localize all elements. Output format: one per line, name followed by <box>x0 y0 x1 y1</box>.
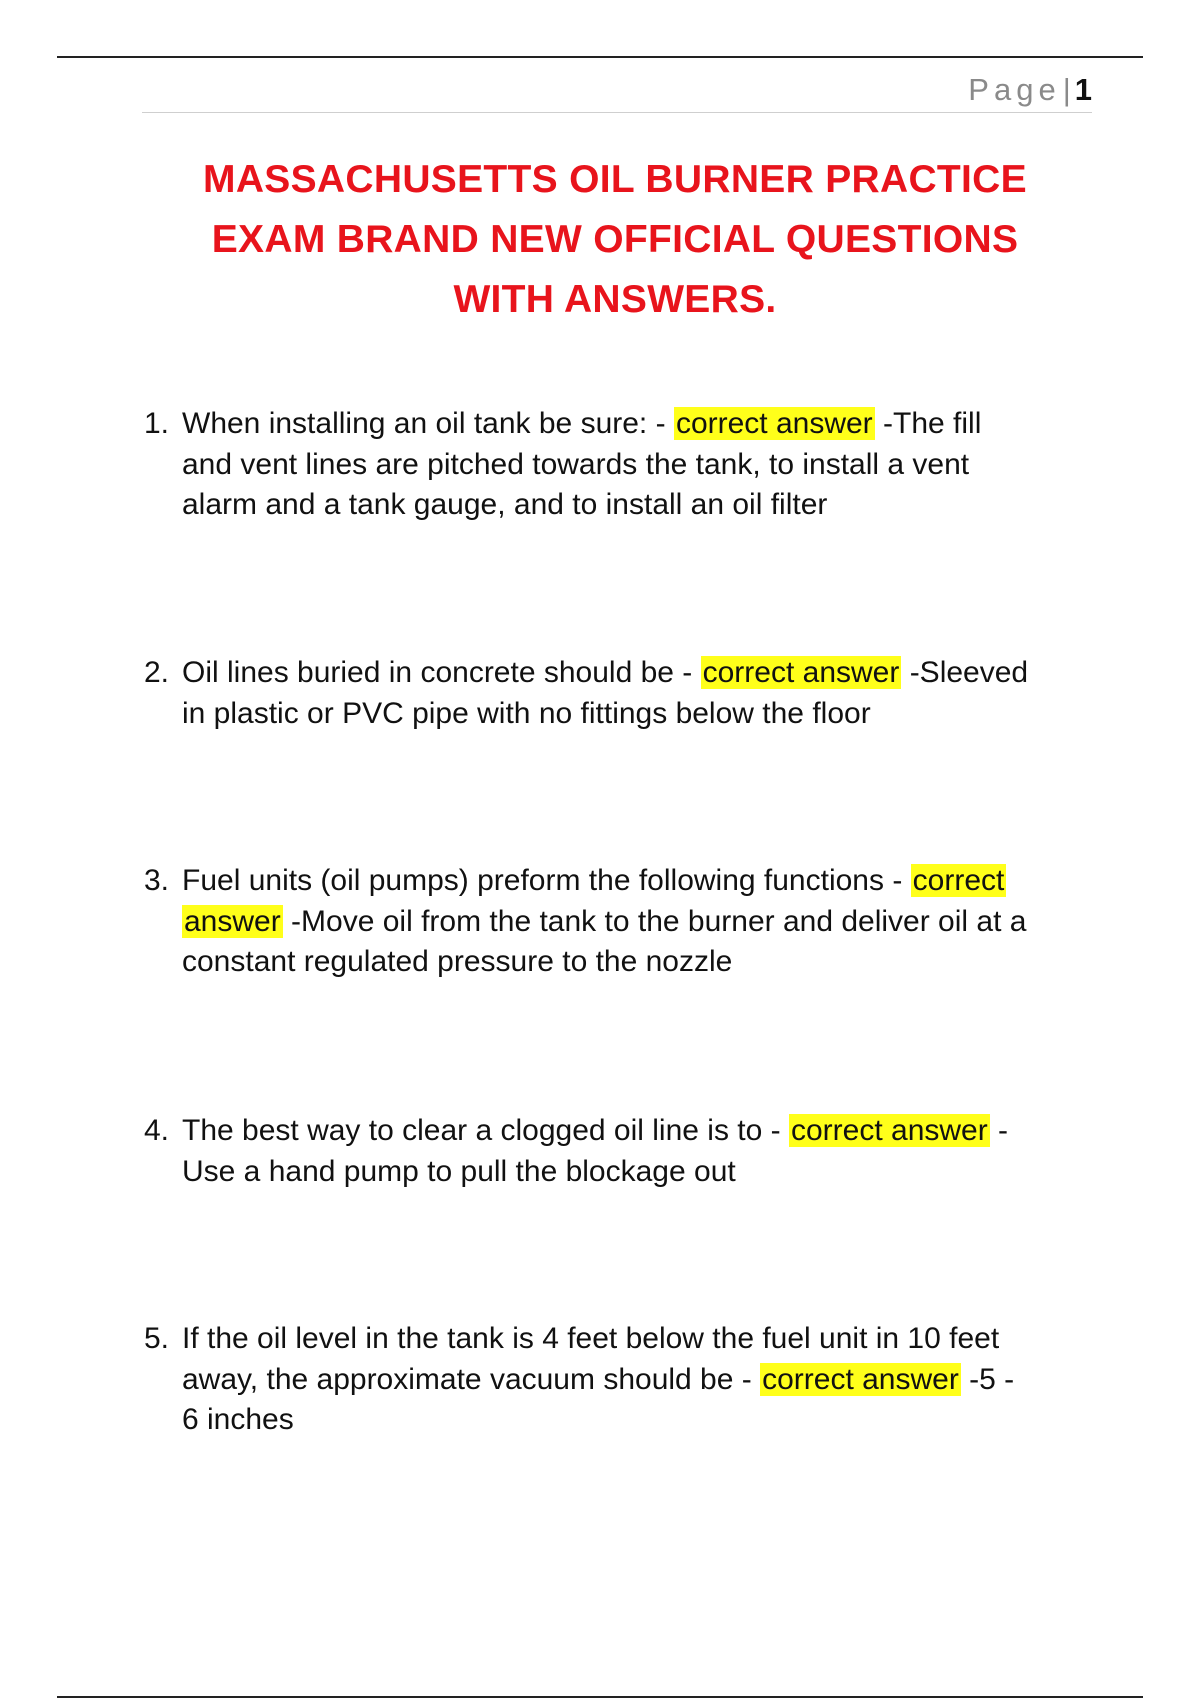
qa-text: Oil lines buried in concrete should be - <box>182 656 701 689</box>
top-rule <box>57 56 1143 58</box>
qa-line <box>144 902 1084 943</box>
qa-line <box>144 1319 1084 1360</box>
qa-item-4 <box>144 1111 1084 1192</box>
qa-text: constant regulated pressure to the nozzle <box>182 945 733 978</box>
title-line: WITH ANSWERS. <box>453 278 777 321</box>
qa-number: 1. <box>144 407 170 440</box>
qa-number: 4. <box>144 1114 170 1147</box>
qa-text: If the oil level in the tank is 4 feet below the fuel unit in 10 feet <box>182 1322 1000 1355</box>
title-line: MASSACHUSETTS OIL BURNER PRACTICE <box>203 158 1027 201</box>
qa-line <box>144 942 1084 983</box>
qa-line <box>144 861 1084 902</box>
title-line: EXAM BRAND NEW OFFICIAL QUESTIONS <box>211 218 1019 261</box>
qa-item-5 <box>144 1319 1084 1441</box>
bottom-rule <box>57 1696 1143 1698</box>
qa-text: 6 inches <box>182 1403 294 1436</box>
answer-highlight: correct answer <box>675 407 873 440</box>
qa-line <box>144 1111 1084 1152</box>
answer-highlight: answer <box>184 904 281 938</box>
qa-text: -The fill <box>874 407 982 440</box>
qa-item-3 <box>144 861 1084 983</box>
qa-text: in plastic or PVC pipe with no fittings below the floor <box>182 696 871 730</box>
qa-line <box>144 404 1084 445</box>
qa-item-2 <box>144 653 1084 734</box>
answer-highlight: correct answer <box>790 1114 988 1147</box>
qa-line <box>144 1360 1084 1401</box>
qa-text: -Move oil from the tank to the burner and deliver oil at a <box>282 904 1027 938</box>
qa-text: When installing an oil tank be sure: - <box>182 407 674 440</box>
qa-text: Fuel units (oil pumps) preform the following functions - <box>182 864 911 897</box>
qa-text: The best way to clear a clogged oil line is to - <box>182 1114 789 1147</box>
qa-line <box>144 653 1084 694</box>
qa-number: 2. <box>144 656 170 689</box>
document-title <box>120 150 1110 330</box>
answer-highlight: correct answer <box>762 1362 959 1396</box>
qa-text: -Sleeved <box>901 656 1029 689</box>
answer-highlight: correct <box>912 864 1005 897</box>
qa-text: Use a hand pump to pull the blockage out <box>182 1154 736 1188</box>
qa-line <box>144 694 1084 735</box>
qa-line <box>144 1152 1084 1193</box>
qa-number: 3. <box>144 864 170 897</box>
qa-line <box>144 485 1084 526</box>
qa-text: alarm and a tank gauge, and to install an oil filter <box>182 488 828 521</box>
page-header <box>142 70 1092 113</box>
page-separator: | <box>1062 72 1071 107</box>
page-label: Page <box>968 72 1061 107</box>
page-number: 1 <box>1074 72 1092 107</box>
qa-text: away, the approximate vacuum should be - <box>182 1362 761 1396</box>
answer-highlight: correct answer <box>702 656 900 689</box>
qa-number: 5. <box>144 1322 170 1355</box>
qa-text: - <box>989 1114 1009 1147</box>
qa-text: and vent lines are pitched towards the tank, to install a vent <box>182 447 970 481</box>
qa-item-1 <box>144 404 1084 526</box>
qa-text: -5 - <box>960 1362 1015 1396</box>
qa-line <box>144 445 1084 486</box>
qa-line <box>144 1400 1084 1441</box>
